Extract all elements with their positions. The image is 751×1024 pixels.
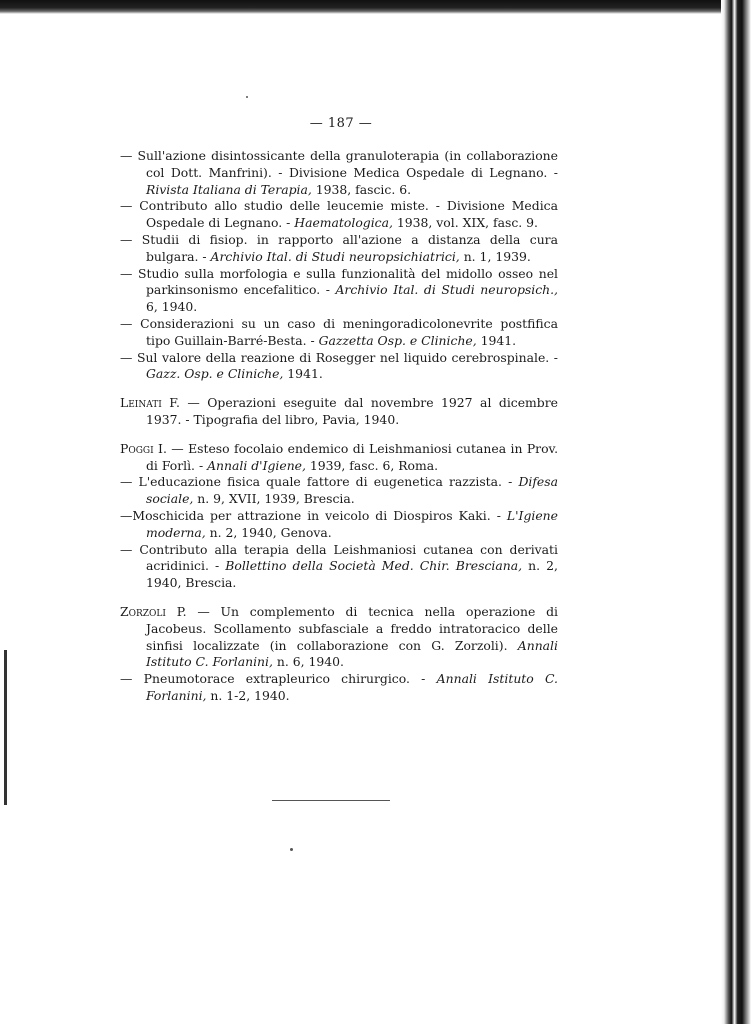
- reference-entry: — Pneumotorace extrapleurico chirurgico. - Annali Istituto C. Forlanini, n. 1-2, 1940.: [120, 671, 558, 703]
- reference-entry: — Sul valore della reazione di Rosegger nel liquido cerebrospinale. - Gazz. Osp. e Cliniche, 1941.: [120, 349, 558, 382]
- reference-entry: — L'educazione fisica quale fattore di eugenetica razzista. - Difesa sociale, n. 9, XVII, 1939, Brescia.: [120, 474, 558, 507]
- scan-speck: [290, 848, 293, 851]
- reference-entry: — Studio sulla morfologia e sulla funzionalità del midollo osseo nel parkinsonismo encefalitico. - Archivio Ital. di Studi neuropsich., 6, 1940.: [120, 265, 558, 315]
- author-name: Poggi I.: [120, 440, 167, 456]
- reference-entry: — Considerazioni su un caso di meningoradicolonevrite postfifica tipo Guillain-Barré-Besta. - Gazzetta Osp. e Cliniche, 1941.: [120, 315, 558, 348]
- reference-entry: — Sull'azione disintossicante della granuloterapia (in collaborazione col Dott. Manfrini). - Divisione Medica Ospedale di Legnano. - Rivista Italiana di Terapia, 1938, fascic. 6.: [120, 148, 558, 197]
- reference-list: [120, 148, 558, 705]
- scan-left-mark: [4, 650, 7, 805]
- reference-entry: — Studii di fisiop. in rapporto all'azione a distanza della cura bulgara. - Archivio Ital. di Studi neuropsichiatrici, n. 1, 1939.: [120, 231, 558, 264]
- reference-entry: Poggi I. — Esteso focolaio endemico di Leishmaniosi cutanea in Prov. di Forlì. - Annali d'Igiene, 1939, fasc. 6, Roma.: [120, 440, 559, 473]
- reference-entry: — Contributo alla terapia della Leishmaniosi cutanea con derivati acridinici. - Bollettino della Società Med. Chir. Bresciana, n. 2, 1940, Brescia.: [120, 541, 558, 591]
- reference-entry: Zorzoli P. — Un complemento di tecnica nella operazione di Jacobeus. Scollamento subfasciale a freddo intratoracico delle sinfisi localizzate (in collaborazione con G. Zorzoli). Annali Istituto C. Forlanini, n. 6, 1940.: [120, 603, 558, 670]
- section-divider: [272, 800, 390, 801]
- scan-top-edge: [0, 0, 751, 14]
- scan-speck: [246, 96, 248, 98]
- page-number: — 187 —: [309, 116, 373, 131]
- author-name: Leinati F.: [120, 395, 180, 411]
- reference-entry: —Moschicida per attrazione in veicolo di Diospiros Kaki. - L'Igiene moderna, n. 2, 1940, Genova.: [120, 507, 558, 540]
- reference-entry: — Contributo allo studio delle leucemie miste. - Divisione Medica Ospedale di Legnano. - Haematologica, 1938, vol. XIX, fasc. 9.: [120, 198, 558, 231]
- book-spine-edge: [721, 0, 751, 1024]
- reference-entry: Leinati F. — Operazioni eseguite dal novembre 1927 al dicembre 1937. - Tipografia del libro, Pavia, 1940.: [120, 395, 558, 427]
- author-name: Zorzoli P.: [120, 603, 187, 619]
